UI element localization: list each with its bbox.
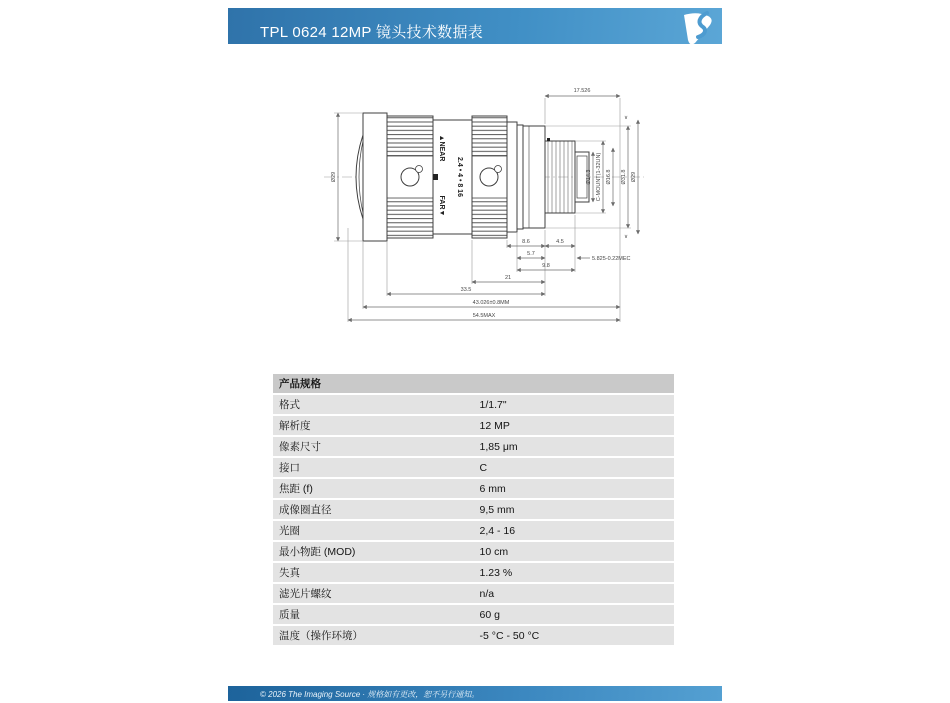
table-row — [273, 479, 674, 498]
spec-label-cell: 格式 — [273, 395, 474, 414]
spec-value-cell: 9,5 mm — [474, 500, 675, 519]
spec-label-cell: 质量 — [273, 605, 474, 624]
dim-rear-element: Ø14.3 — [586, 169, 592, 185]
table-header-row — [273, 374, 674, 393]
spec-label-cell: 失真 — [273, 563, 474, 582]
spec-value-cell: n/a — [474, 584, 675, 603]
table-row — [273, 521, 674, 540]
dim-optical-length: 43.026±0.8MM — [472, 300, 510, 306]
far-label: FAR▼ — [438, 195, 445, 217]
spec-label-cell: 最小物距 (MOD) — [273, 542, 474, 561]
dim-flange-distance: 17.526 — [573, 88, 591, 94]
spec-value-cell: -5 °C - 50 °C — [474, 626, 675, 645]
header-band — [228, 8, 722, 44]
spec-value-cell: C — [474, 458, 675, 477]
dim-aperture-to-flange: 21 — [504, 275, 512, 281]
dim-front-diameter: Ø29 — [331, 171, 337, 183]
svg-text:∨: ∨ — [624, 234, 629, 240]
spec-label-cell: 焦距 (f) — [273, 479, 474, 498]
front-rim — [363, 113, 387, 241]
dim-leader-note: 5.825-0.22MEC — [592, 256, 631, 262]
spec-label-cell: 解析度 — [273, 416, 474, 435]
table-row — [273, 584, 674, 603]
table-row — [273, 563, 674, 582]
table-row — [273, 458, 674, 477]
dim-thread-len: 4.5 — [556, 239, 564, 245]
table-row — [273, 500, 674, 519]
table-row — [273, 626, 674, 645]
spec-table — [273, 372, 674, 647]
rear-step-2 — [517, 125, 523, 229]
dim-body-length: 33.5 — [460, 287, 472, 293]
spec-label-cell: 接口 — [273, 458, 474, 477]
spec-value-cell: 12 MP — [474, 416, 675, 435]
spec-label-cell: 成像圈直径 — [273, 500, 474, 519]
footer-band — [228, 686, 722, 701]
dim-barrel-right: Ø29 — [631, 171, 637, 183]
dim-rear-housing: Ø16.8 — [606, 169, 612, 185]
near-label: ▲NEAR — [438, 134, 445, 162]
document-sheet — [228, 0, 722, 703]
footer-copyright: © 2026 The Imaging Source · 规格如有更改，恕不另行通知。 — [260, 690, 480, 699]
dim-mount-thread: C-MOUNT(1-32UN) — [596, 152, 602, 202]
imaging-source-logo-icon — [676, 9, 718, 51]
lens-body — [356, 113, 589, 241]
spec-value-cell: 60 g — [474, 605, 675, 624]
rear-step-1 — [507, 122, 517, 232]
spec-label-cell: 光圈 — [273, 521, 474, 540]
aperture-scale-label: 2.4 • 4 • 8 16 — [456, 157, 463, 197]
spec-label-cell: 温度（操作环境） — [273, 626, 474, 645]
spec-label-cell: 像素尺寸 — [273, 437, 474, 456]
table-row — [273, 605, 674, 624]
page-title: TPL 0624 12MP 镜头技术数据表 — [260, 24, 484, 41]
table-row — [273, 416, 674, 435]
spec-value-cell: 10 cm — [474, 542, 675, 561]
lens-technical-drawing — [318, 78, 648, 338]
table-row — [273, 542, 674, 561]
table-row — [273, 395, 674, 414]
mount-flange-disc — [523, 126, 545, 228]
dim-step: 8.6 — [522, 239, 530, 245]
aperture-index-mark — [433, 174, 438, 180]
dim-flange-disc: Ø31.8 — [621, 169, 627, 185]
spec-value-cell: 1,85 μm — [474, 437, 675, 456]
spec-value-cell: 1/1.7" — [474, 395, 675, 414]
c-mount-thread — [545, 141, 575, 213]
svg-text:∨: ∨ — [624, 115, 629, 121]
spec-table-body — [273, 395, 674, 645]
spec-table-title: 产品规格 — [273, 374, 674, 393]
dim-rear-gap: 5.7 — [527, 251, 535, 257]
spec-value-cell: 2,4 - 16 — [474, 521, 675, 540]
spec-label-cell: 滤光片螺纹 — [273, 584, 474, 603]
spec-value-cell: 1.23 % — [474, 563, 675, 582]
table-row — [273, 437, 674, 456]
spec-value-cell: 6 mm — [474, 479, 675, 498]
dim-total-length: 54.5MAX — [472, 313, 496, 319]
dim-mount-depth: 9.8 — [542, 263, 550, 269]
